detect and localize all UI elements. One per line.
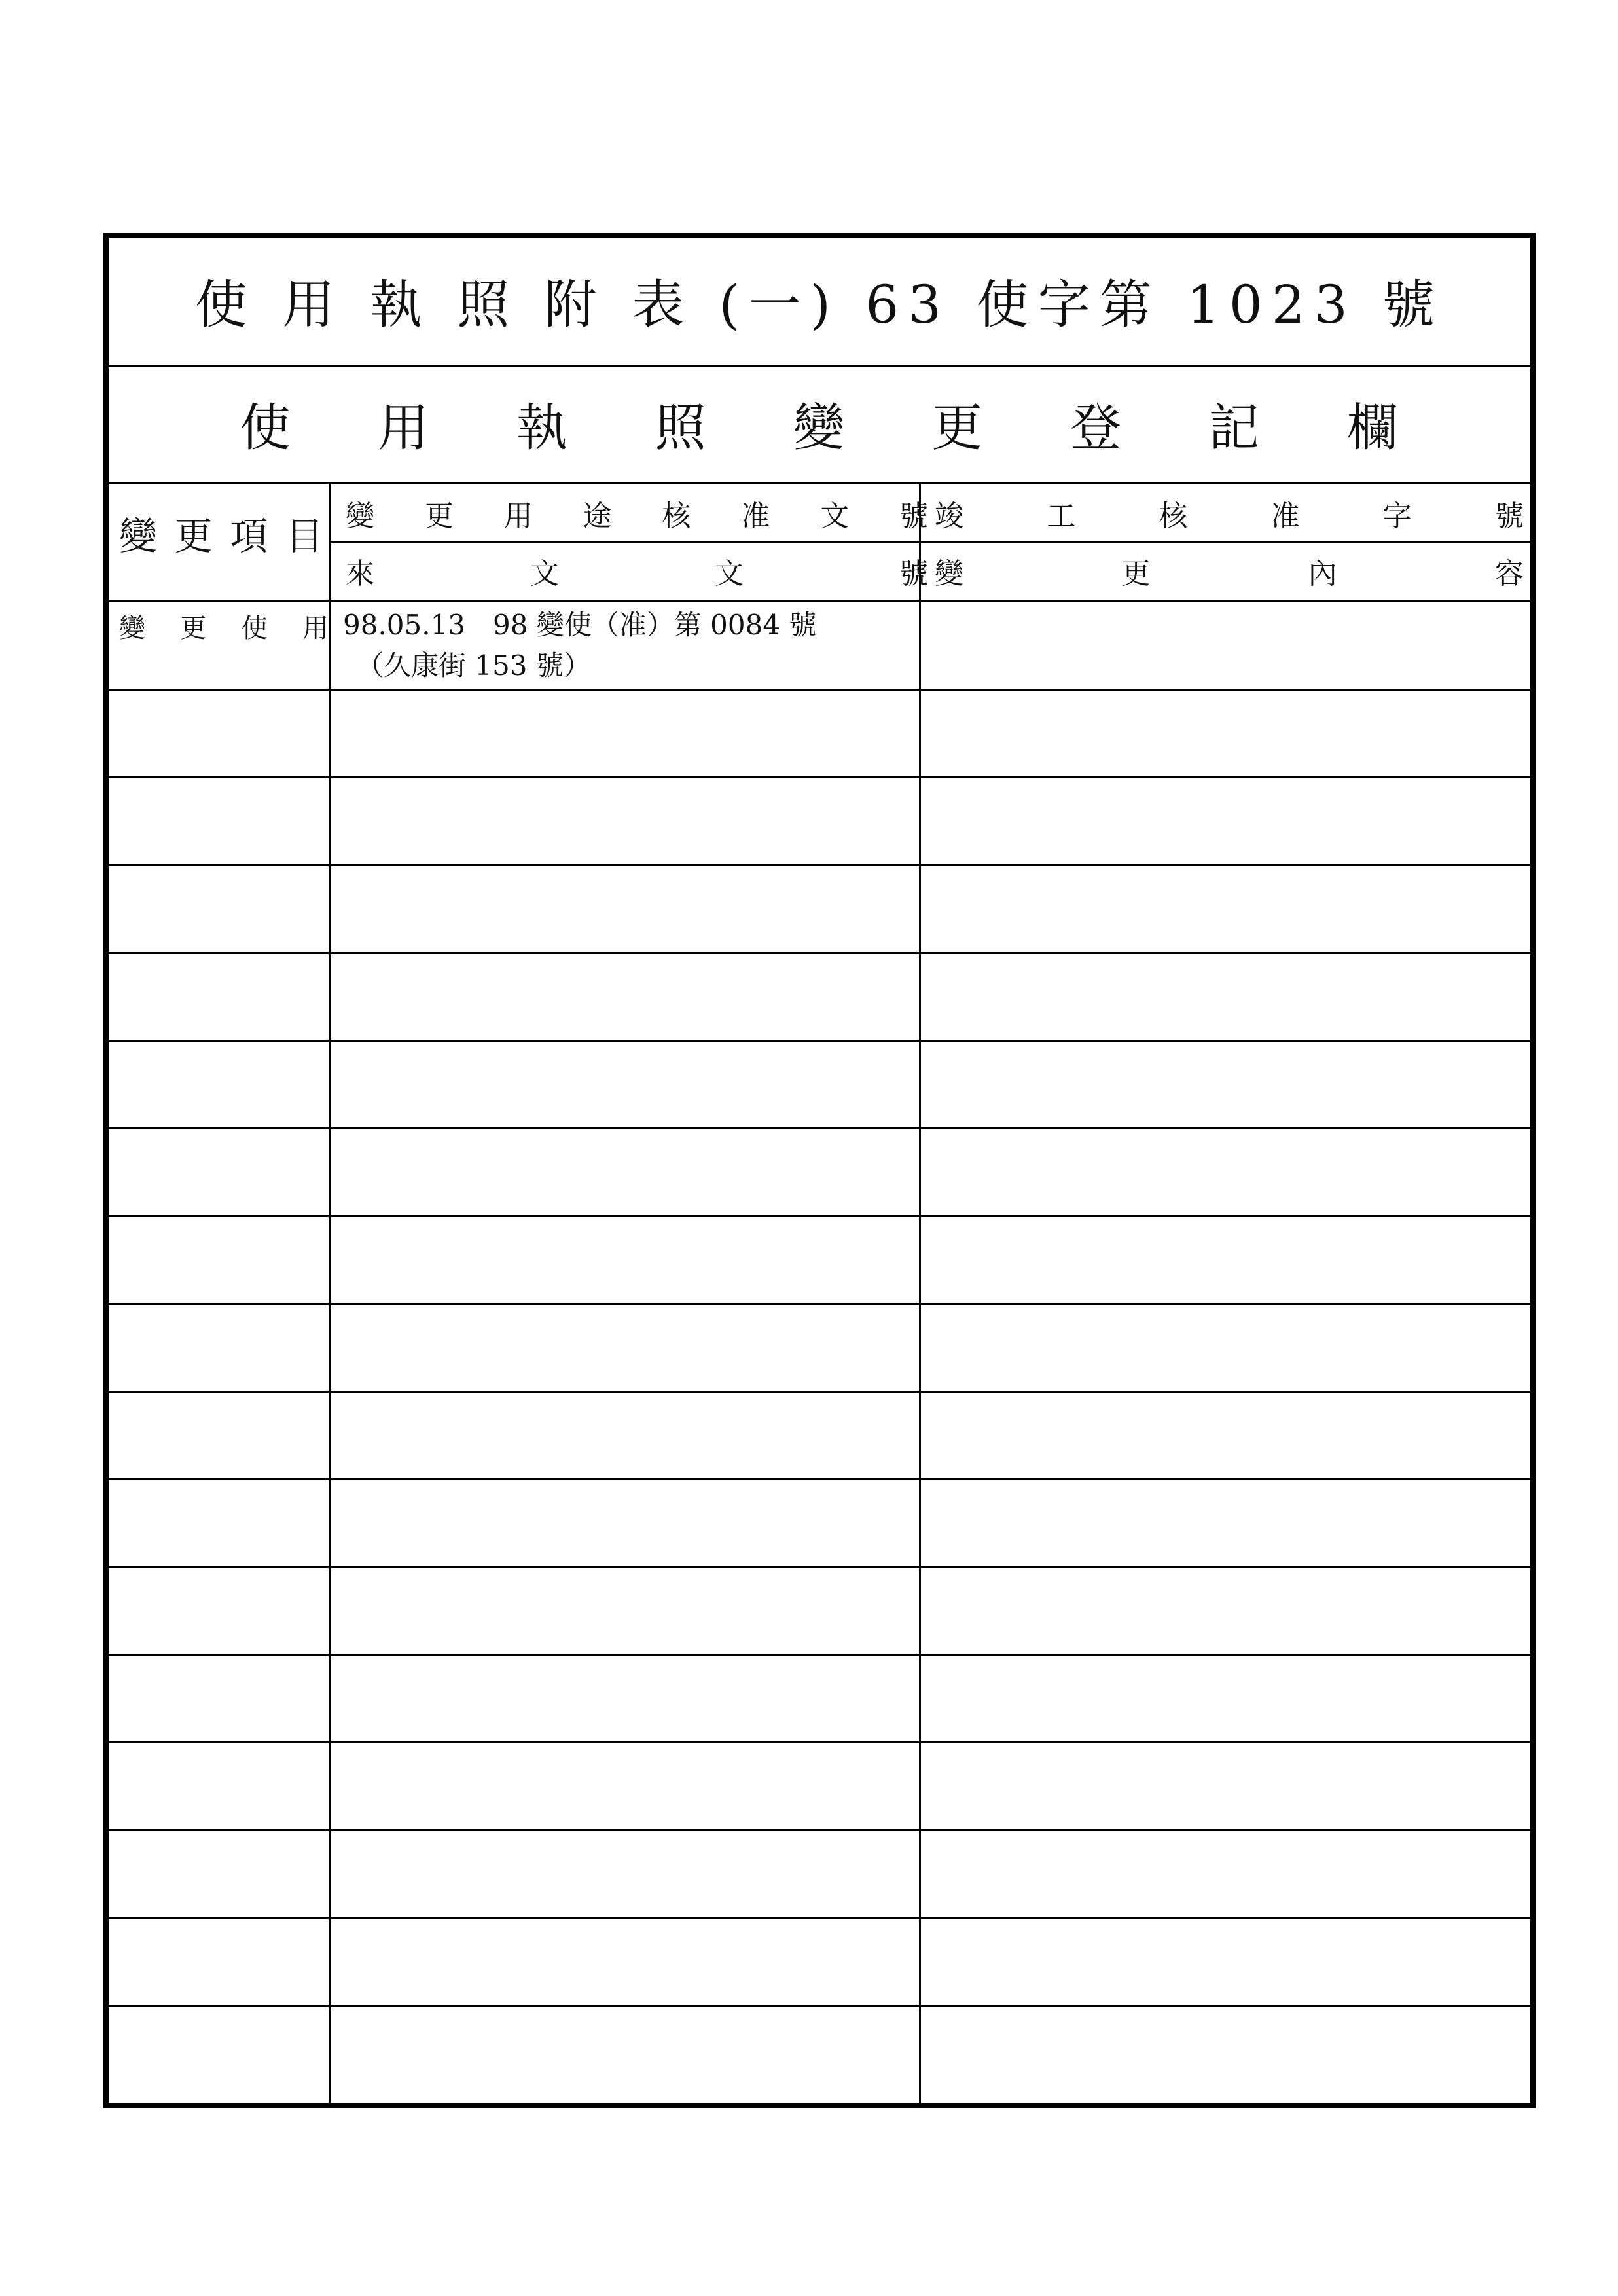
row-item-char: 更 bbox=[180, 613, 207, 644]
row-item-char: 使 bbox=[241, 613, 268, 644]
row-rule bbox=[109, 1741, 1530, 1743]
column-divider-content bbox=[919, 482, 921, 2103]
row-rule bbox=[109, 1566, 1530, 1568]
header-char: 准 bbox=[1270, 500, 1300, 533]
rule-header-middle bbox=[329, 541, 1530, 543]
row-rule bbox=[109, 689, 1530, 691]
row-rule bbox=[109, 2005, 1530, 2007]
header-char: 文 bbox=[715, 557, 744, 591]
row-rule bbox=[109, 1478, 1530, 1480]
section-title-char: 登 bbox=[1070, 399, 1121, 458]
section-title-char: 使 bbox=[240, 399, 291, 458]
change-content-header bbox=[935, 555, 1524, 594]
register-table bbox=[103, 233, 1536, 2108]
incoming-doc-no-header bbox=[346, 555, 928, 594]
header-char: 准 bbox=[741, 500, 770, 533]
section-title-char: 執 bbox=[516, 399, 567, 458]
header-char: 用 bbox=[503, 500, 533, 533]
header-char: 來 bbox=[346, 557, 374, 591]
section-title-char: 用 bbox=[378, 399, 429, 458]
row-rule bbox=[109, 1127, 1530, 1129]
section-title-char: 記 bbox=[1208, 399, 1260, 458]
row-doc-address: （久康街 153 號） bbox=[356, 649, 591, 682]
section-title bbox=[240, 395, 1398, 461]
rule-below-title bbox=[109, 365, 1530, 367]
rule-below-header bbox=[109, 600, 1530, 602]
section-title-char: 照 bbox=[655, 399, 706, 458]
row-rule bbox=[109, 1215, 1530, 1217]
change-item-header bbox=[119, 510, 323, 562]
section-title-char: 變 bbox=[793, 399, 844, 458]
row-rule bbox=[109, 776, 1530, 778]
row-doc-number: 98.05.13 98 變使（准）第 0084 號 bbox=[343, 609, 817, 641]
header-char: 號 bbox=[1494, 500, 1524, 533]
header-char: 容 bbox=[1494, 557, 1524, 591]
row-rule bbox=[109, 1829, 1530, 1831]
header-char: 更 bbox=[1121, 557, 1151, 591]
row-rule bbox=[109, 864, 1530, 866]
row-item-char: 變 bbox=[119, 613, 145, 644]
header-char: 變 bbox=[935, 557, 963, 591]
row-rule bbox=[109, 1391, 1530, 1393]
row-item-char: 用 bbox=[302, 613, 329, 644]
header-char: 字 bbox=[1382, 500, 1412, 533]
row-rule bbox=[109, 1040, 1530, 1042]
change-item-header-char: 更 bbox=[174, 514, 213, 558]
header-char: 途 bbox=[583, 500, 612, 533]
change-item-header-char: 變 bbox=[119, 514, 158, 558]
header-char: 文 bbox=[820, 500, 850, 533]
header-char: 工 bbox=[1047, 500, 1076, 533]
row-change-item bbox=[119, 610, 329, 647]
header-char: 竣 bbox=[935, 500, 963, 533]
approval-doc-no-header bbox=[346, 497, 928, 536]
header-char: 更 bbox=[424, 500, 454, 533]
section-title-char: 欄 bbox=[1346, 399, 1398, 458]
row-rule bbox=[109, 952, 1530, 954]
row-rule bbox=[109, 1917, 1530, 1919]
header-char: 內 bbox=[1308, 557, 1337, 591]
row-rule bbox=[109, 1654, 1530, 1656]
page-title: 使 用 執 照 附 表 (一) 63 使字第 1023 號 bbox=[194, 274, 1445, 335]
header-char: 號 bbox=[899, 500, 928, 533]
column-divider-item bbox=[329, 482, 331, 2103]
rule-below-subtitle bbox=[109, 482, 1530, 484]
header-char: 變 bbox=[346, 500, 374, 533]
header-char: 號 bbox=[899, 557, 928, 591]
header-char: 文 bbox=[530, 557, 559, 591]
completion-approval-no-header bbox=[935, 497, 1524, 536]
header-char: 核 bbox=[1159, 500, 1188, 533]
header-char: 核 bbox=[662, 500, 691, 533]
row-rule bbox=[109, 1303, 1530, 1305]
change-item-header-char: 目 bbox=[285, 514, 323, 558]
change-item-header-char: 項 bbox=[230, 514, 268, 558]
section-title-char: 更 bbox=[931, 399, 983, 458]
